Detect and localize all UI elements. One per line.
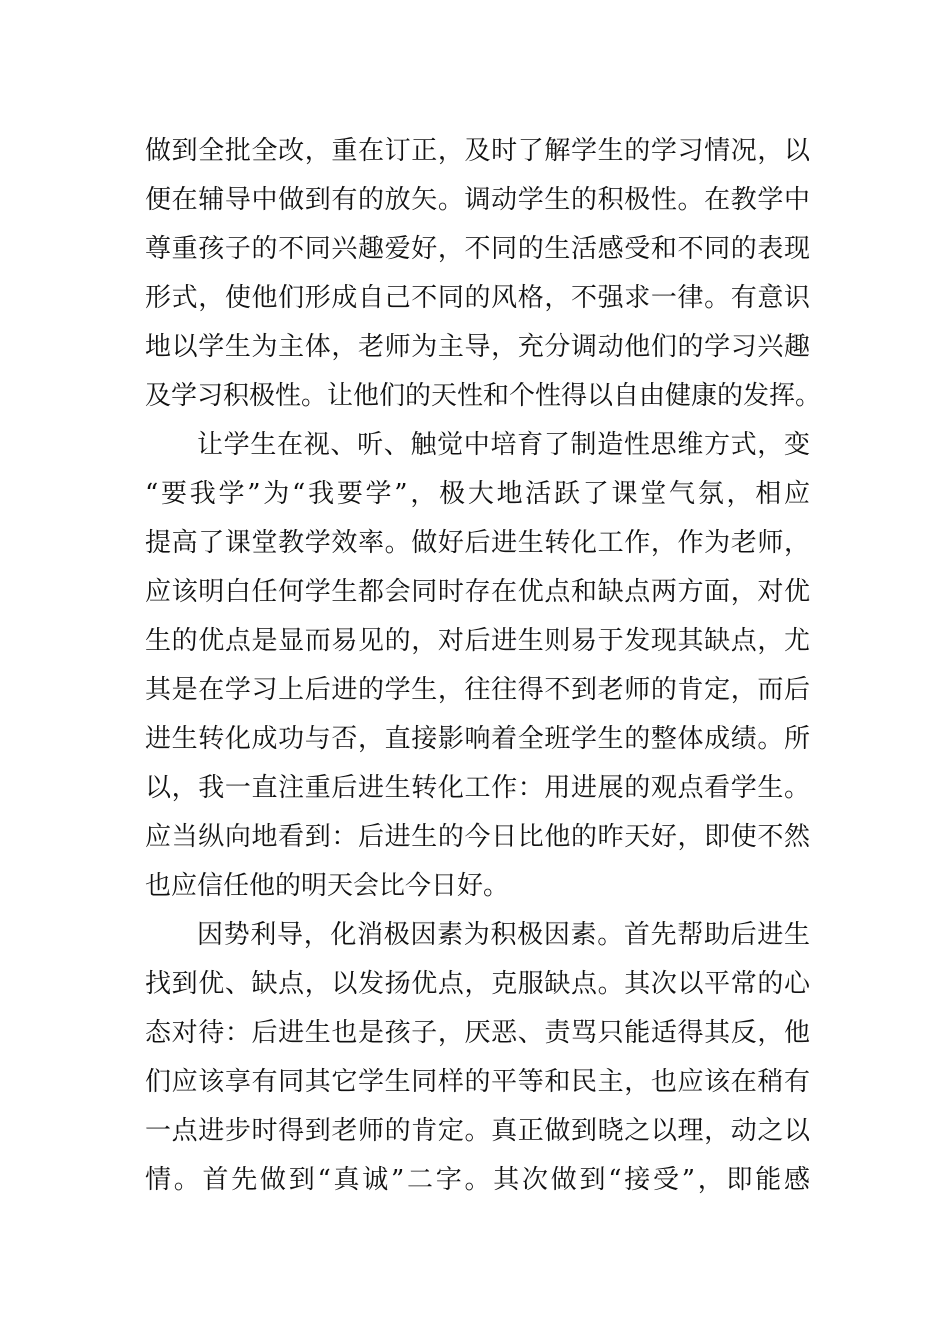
text-line: 及学习积极性。让他们的天性和个性得以自由健康的发挥。 xyxy=(145,381,822,411)
paragraph-3 xyxy=(145,911,810,1205)
text-line: 一点进步时得到老师的肯定。真正做到晓之以理，动之以 xyxy=(145,1116,810,1146)
text-line: 们应该享有同其它学生同样的平等和民主，也应该在稍有 xyxy=(145,1067,810,1097)
text-line: 生的优点是显而易见的，对后进生则易于发现其缺点，尤 xyxy=(145,626,810,656)
text-line: 便在辅导中做到有的放矢。调动学生的积极性。在教学中 xyxy=(145,185,810,215)
text-line: 形式，使他们形成自己不同的风格，不强求一律。有意识 xyxy=(145,283,810,313)
text-line: 应当纵向地看到：后进生的今日比他的昨天好，即使不然 xyxy=(145,822,810,852)
text-line: 进生转化成功与否，直接影响着全班学生的整体成绩。所 xyxy=(145,724,810,754)
text-line: 做到全批全改，重在订正，及时了解学生的学习情况，以 xyxy=(145,136,810,166)
text-line: 地以学生为主体，老师为主导，充分调动他们的学习兴趣 xyxy=(145,332,810,362)
paragraph-2 xyxy=(145,421,810,911)
text-line: 应该明白任何学生都会同时存在优点和缺点两方面，对优 xyxy=(145,577,810,607)
text-line: 因势利导，化消极因素为积极因素。首先帮助后进生 xyxy=(197,920,810,950)
text-line: 其是在学习上后进的学生，往往得不到老师的肯定，而后 xyxy=(145,675,810,705)
text-line: “要我学”为“我要学”，极大地活跃了课堂气氛，相应 xyxy=(145,479,810,509)
paragraph-1 xyxy=(145,127,822,421)
text-line: 让学生在视、听、触觉中培育了制造性思维方式，变 xyxy=(197,430,810,460)
text-line: 找到优、缺点，以发扬优点，克服缺点。其次以平常的心 xyxy=(145,969,810,999)
text-line: 以，我一直注重后进生转化工作：用进展的观点看学生。 xyxy=(145,773,810,803)
text-line: 情。首先做到“真诚”二字。其次做到“接受”，即能感 xyxy=(145,1165,810,1195)
text-line: 也应信任他的明天会比今日好。 xyxy=(145,871,510,901)
text-line: 尊重孩子的不同兴趣爱好，不同的生活感受和不同的表现 xyxy=(145,234,810,264)
text-line: 提高了课堂教学效率。做好后进生转化工作，作为老师， xyxy=(145,528,810,558)
document-body xyxy=(145,127,822,1205)
text-line: 态对待：后进生也是孩子，厌恶、责骂只能适得其反，他 xyxy=(145,1018,810,1048)
